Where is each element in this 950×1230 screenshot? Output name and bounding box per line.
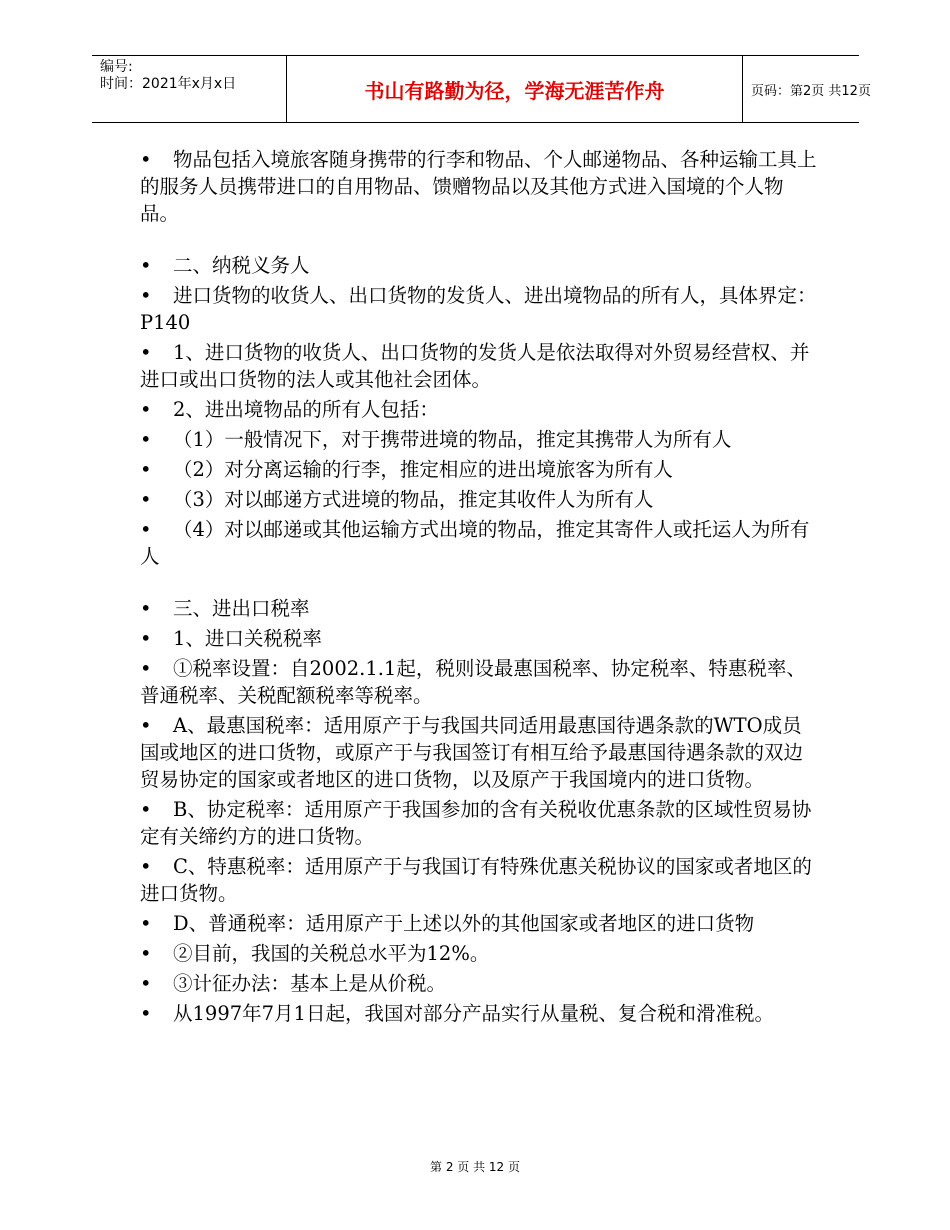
paragraph: [140, 1000, 820, 1027]
paragraph-text: 2、进出境物品的所有人包括：: [173, 398, 439, 421]
paragraph: [140, 853, 820, 907]
paragraph-text: A、最惠国税率：适用原产于与我国共同适用最惠国待遇条款的WTO成员国或地区的进口货物，或原产于与我国签订有相互给予最惠国待遇条款的双边贸易协定的国家或者地区的进口货物，以及原产于我国境内的进口货物。: [140, 714, 804, 791]
section-heading: [140, 595, 820, 622]
section-heading-text: 二、纳税义务人: [173, 254, 310, 277]
paragraph: [140, 625, 820, 652]
bullet-icon: •: [140, 458, 152, 481]
section-heading-text: 三、进出口税率: [173, 597, 310, 620]
paragraph-text: （2）对分离运输的行李，推定相应的进出境旅客为所有人: [173, 458, 673, 481]
paragraph: [140, 486, 820, 513]
paragraph-text: 进口货物的收货人、出口货物的发货人、进出境物品的所有人，具体界定：P140: [140, 284, 817, 334]
doc-time-label: 时间：2021年x月x日: [100, 76, 237, 92]
bullet-icon: •: [140, 488, 152, 511]
bullet-icon: •: [140, 341, 152, 364]
bullet-icon: •: [140, 284, 152, 307]
bullet-icon: •: [140, 518, 152, 541]
paragraph-text: 1、进口关税税率: [173, 627, 322, 650]
bullet-icon: •: [140, 855, 152, 878]
paragraph-text: 1、进口货物的收货人、出口货物的发货人是依法取得对外贸易经营权、并进口或出口货物的法人或其他社会团体。: [140, 341, 810, 391]
paragraph: [140, 339, 820, 393]
bullet-icon: •: [140, 912, 152, 935]
bullet-icon: •: [140, 597, 152, 620]
paragraph-text: （4）对以邮递或其他运输方式出境的物品，推定其寄件人或托运人为所有人: [140, 518, 810, 568]
page-header: [92, 55, 871, 123]
paragraph-text: （1）一般情况下，对于携带进境的物品，推定其携带人为所有人: [173, 428, 732, 451]
paragraph-text: 从1997年7月1日起，我国对部分产品实行从量税、复合税和滑准税。: [173, 1002, 774, 1025]
bullet-icon: •: [140, 428, 152, 451]
bullet-icon: •: [140, 254, 152, 277]
bullet-icon: •: [140, 714, 152, 737]
paragraph: [140, 712, 820, 793]
bullet-icon: •: [140, 942, 152, 965]
paragraph: [140, 396, 820, 423]
doc-code-label: 编号:: [100, 59, 133, 75]
paragraph-text: ①税率设置：自2002.1.1起，税则设最惠国税率、协定税率、特惠税率、普通税率、关税配额税率等税率。: [140, 657, 806, 707]
bullet-icon: •: [140, 798, 152, 821]
paragraph: [140, 910, 820, 937]
paragraph-text: B、协定税率：适用原产于我国参加的含有关税收优惠条款的区域性贸易协定有关缔约方的进口货物。: [140, 798, 812, 848]
bullet-icon: •: [140, 398, 152, 421]
header-motto: 书山有路勤为径，学海无涯苦作舟: [286, 56, 743, 122]
paragraph: [140, 796, 820, 850]
paragraph: [140, 456, 820, 483]
paragraph: [140, 655, 820, 709]
paragraph-text: ②目前，我国的关税总水平为12%。: [173, 942, 490, 965]
bullet-icon: •: [140, 972, 152, 995]
document-body: [140, 146, 820, 1030]
section-heading: [140, 252, 820, 279]
header-page-info: 页码：第2页 共12页: [751, 83, 871, 99]
header-left-cell: [92, 56, 286, 122]
page-footer: 第 2 页 共 12 页: [430, 1160, 520, 1174]
bullet-icon: •: [140, 627, 152, 650]
paragraph: [140, 282, 820, 336]
paragraph-text: C、特惠税率：适用原产于与我国订有特殊优惠关税协议的国家或者地区的进口货物。: [140, 855, 812, 905]
paragraph: [140, 146, 820, 227]
paragraph: [140, 940, 820, 967]
paragraph-text: ③计征办法：基本上是从价税。: [173, 972, 447, 995]
paragraph-text: 物品包括入境旅客随身携带的行李和物品、个人邮递物品、各种运输工具上的服务人员携带进口的自用物品、馈赠物品以及其他方式进入国境的个人物品。: [140, 148, 817, 225]
paragraph: [140, 516, 820, 570]
paragraph: [140, 426, 820, 453]
bullet-icon: •: [140, 1002, 152, 1025]
paragraph-text: （3）对以邮递方式进境的物品，推定其收件人为所有人: [173, 488, 654, 511]
paragraph: [140, 970, 820, 997]
paragraph-text: D、普通税率：适用原产于上述以外的其他国家或者地区的进口货物: [173, 912, 755, 935]
bullet-icon: •: [140, 657, 152, 680]
bullet-icon: •: [140, 148, 152, 171]
